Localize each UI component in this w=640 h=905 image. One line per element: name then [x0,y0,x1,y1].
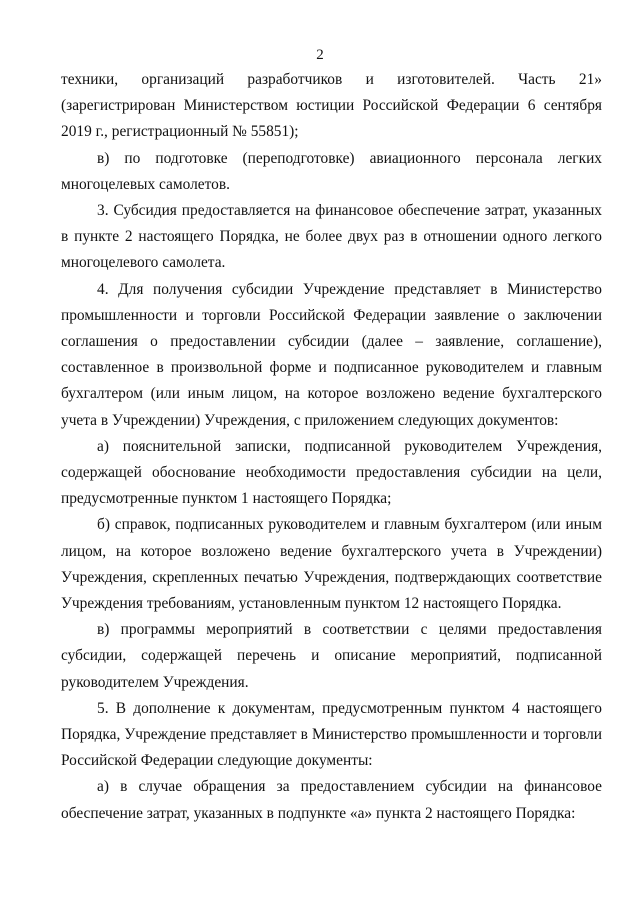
paragraph-4-application: 4. Для получения субсидии Учреждение представляет в Министерство промышленности и торговли Российской Федерации заявление о заключении соглашения о предоставлении субсидии (далее – заявление, соглашение), составленное в произвольной форме и подписанное руководителем и главным бухгалтером (или иным лицом, на которое возложено ведение бухгалтерского учета в Учреждении) Учреждения, с приложением следующих документов: [61,280,602,429]
paragraph-5-additional-documents: 5. В дополнение к документам, предусмотренным пунктом 4 настоящего Порядка, Учреждение представляет в Министерство промышленности и торговли Российской Федерации следующие документы: [61,699,602,770]
paragraph-item-v-training: в) по подготовке (переподготовке) авиационного персонала легких многоцелевых самолетов. [61,149,602,193]
paragraph-4b-certificates: б) справок, подписанных руководителем и главным бухгалтером (или иным лицом, на которое возложено ведение бухгалтерского учета в Учреждении) Учреждения, скрепленных печатью Учреждения, подтверждающих соответствие Учреждения требованиям, установленным пунктом 12 настоящего Порядка. [61,516,602,613]
paragraph-registration-note: техники, организаций разработчиков и изготовителей. Часть 21» (зарегистрирован Министерством юстиции Российской Федерации 6 сентября 2019 г., регистрационный № 55851); [61,71,602,141]
paragraph-4a-explanatory-note: а) пояснительной записки, подписанной руководителем Учреждения, содержащей обоснование необходимости предоставления субсидии на цели, предусмотренные пунктом 1 настоящего Порядка; [61,437,602,508]
paragraph-5a-case: а) в случае обращения за предоставлением субсидии на финансовое обеспечение затрат, указанных в подпункте «а» пункта 2 настоящего Порядка: [61,778,602,822]
paragraph-3-subsidy: 3. Субсидия предоставляется на финансовое обеспечение затрат, указанных в пункте 2 настоящего Порядка, не более двух раз в отношении одного легкого многоцелевого самолета. [61,202,602,272]
page-number: 2 [316,47,324,63]
paragraph-4v-program: в) программы мероприятий в соответствии с целями предоставления субсидии, содержащей перечень и описание мероприятий, подписанной руководителем Учреждения. [61,621,602,691]
document-body [61,67,602,827]
